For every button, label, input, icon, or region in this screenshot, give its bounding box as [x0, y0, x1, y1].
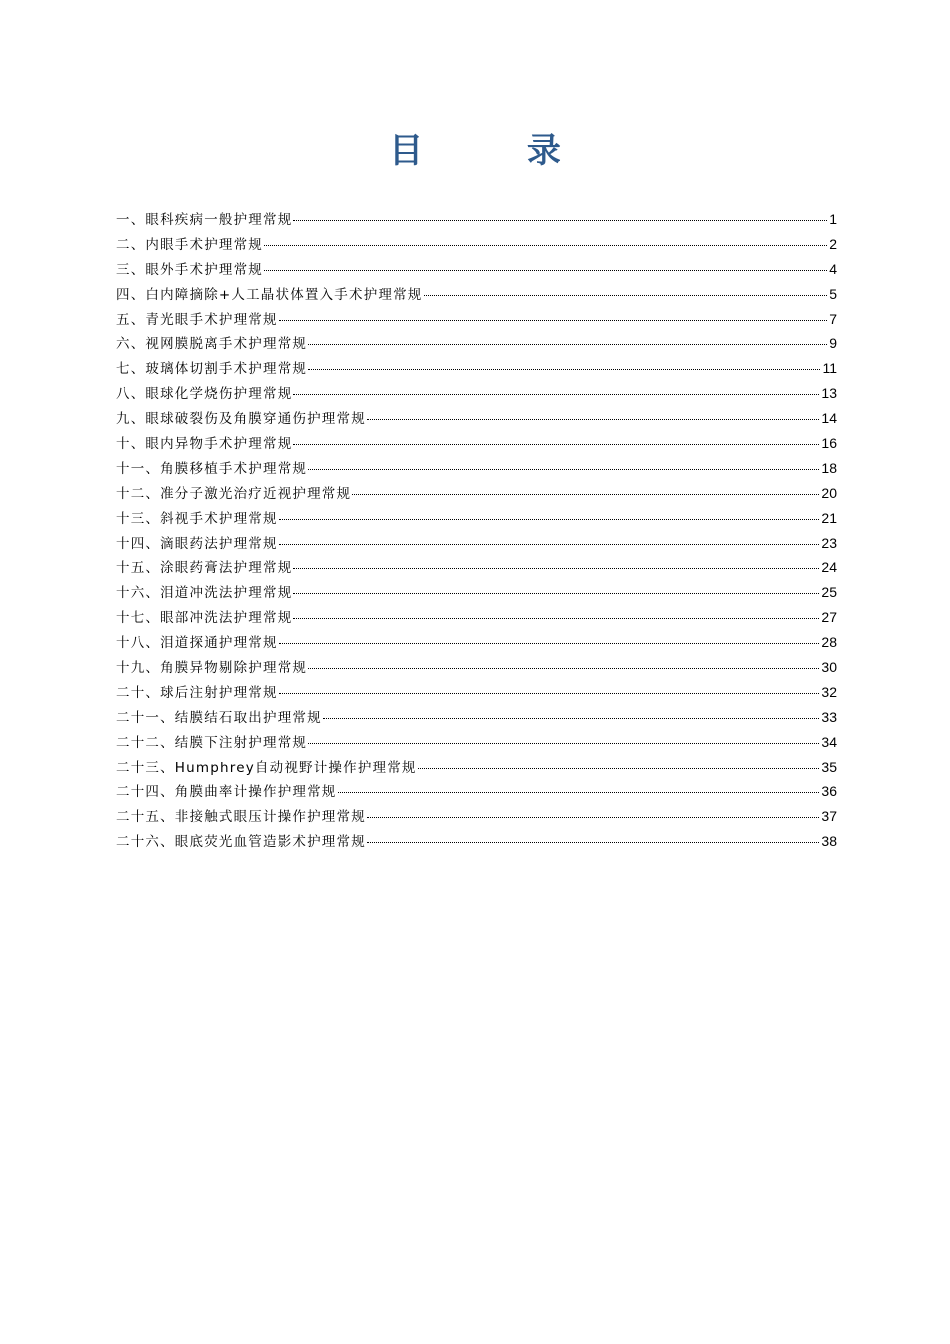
toc-entry[interactable]	[116, 580, 837, 605]
toc-dot-leader	[279, 693, 820, 694]
toc-entry-label: 八、眼球化学烧伤护理常规	[116, 386, 293, 403]
toc-entry[interactable]	[116, 232, 837, 257]
toc-dot-leader	[308, 743, 819, 744]
toc-entry-label: 二十三、Humphrey自动视野计操作护理常规	[116, 759, 417, 776]
toc-entry[interactable]	[116, 829, 837, 854]
toc-entry-label: 十九、角膜异物剔除护理常规	[116, 660, 308, 677]
toc-entry-page-number: 4	[829, 260, 837, 277]
toc-dot-leader	[279, 643, 820, 644]
toc-entry[interactable]	[116, 630, 837, 655]
toc-entry[interactable]	[116, 406, 837, 431]
toc-entry-label: 二十二、结膜下注射护理常规	[116, 734, 308, 751]
toc-entry-label: 十一、角膜移植手术护理常规	[116, 460, 308, 477]
toc-dot-leader	[424, 295, 828, 296]
toc-list	[116, 207, 837, 854]
toc-entry[interactable]	[116, 555, 837, 580]
toc-entry-page-number: 9	[829, 335, 837, 352]
toc-dot-leader	[293, 593, 819, 594]
toc-entry-page-number: 16	[821, 435, 837, 452]
toc-entry-page-number: 35	[821, 758, 837, 775]
toc-entry-page-number: 27	[821, 609, 837, 626]
toc-entry[interactable]	[116, 804, 837, 829]
toc-dot-leader	[293, 220, 827, 221]
toc-entry-label: 十五、涂眼药膏法护理常规	[116, 560, 293, 577]
toc-entry-page-number: 5	[829, 285, 837, 302]
toc-entry-label: 二十四、角膜曲率计操作护理常规	[116, 784, 337, 801]
toc-entry-label: 十七、眼部冲洗法护理常规	[116, 610, 293, 627]
toc-entry-label: 十、眼内异物手术护理常规	[116, 436, 293, 453]
toc-entry-label: 一、眼科疾病一般护理常规	[116, 212, 293, 228]
toc-entry-label: 二十一、结膜结石取出护理常规	[116, 709, 322, 726]
toc-entry[interactable]	[116, 481, 837, 506]
toc-dot-leader	[279, 320, 828, 321]
toc-entry[interactable]	[116, 307, 837, 332]
toc-entry-page-number: 21	[821, 509, 837, 526]
toc-dot-leader	[308, 369, 820, 370]
toc-entry-label: 二十五、非接触式眼压计操作护理常规	[116, 809, 366, 826]
toc-entry[interactable]	[116, 282, 837, 307]
toc-entry[interactable]	[116, 730, 837, 755]
toc-entry-label: 十三、斜视手术护理常规	[116, 510, 278, 527]
toc-dot-leader	[293, 394, 819, 395]
toc-entry-label: 三、眼外手术护理常规	[116, 261, 263, 278]
toc-entry-label: 十六、泪道冲洗法护理常规	[116, 585, 293, 602]
toc-entry-label: 二十六、眼底荧光血管造影术护理常规	[116, 834, 366, 851]
toc-dot-leader	[338, 792, 820, 793]
toc-entry[interactable]	[116, 356, 837, 381]
toc-dot-leader	[308, 469, 819, 470]
toc-dot-leader	[308, 668, 819, 669]
toc-dot-leader	[293, 444, 819, 445]
toc-entry-page-number: 30	[821, 659, 837, 676]
toc-entry-page-number: 1	[829, 211, 837, 227]
toc-entry-label: 七、玻璃体切割手术护理常规	[116, 361, 308, 378]
toc-entry[interactable]	[116, 506, 837, 531]
toc-entry[interactable]	[116, 755, 837, 780]
toc-entry-label: 六、视网膜脱离手术护理常规	[116, 336, 308, 353]
toc-dot-leader	[293, 568, 819, 569]
toc-entry-label: 十二、准分子激光治疗近视护理常规	[116, 485, 352, 502]
toc-entry-label: 二十、球后注射护理常规	[116, 684, 278, 701]
toc-dot-leader	[367, 817, 820, 818]
toc-entry[interactable]	[116, 331, 837, 356]
toc-dot-leader	[293, 618, 819, 619]
toc-entry-page-number: 18	[821, 459, 837, 476]
toc-entry[interactable]	[116, 705, 837, 730]
toc-entry-page-number: 23	[821, 534, 837, 551]
toc-entry-page-number: 36	[821, 783, 837, 800]
toc-entry[interactable]	[116, 431, 837, 456]
toc-dot-leader	[279, 519, 820, 520]
toc-entry[interactable]	[116, 655, 837, 680]
toc-entry-page-number: 38	[821, 833, 837, 850]
toc-entry-page-number: 11	[822, 360, 837, 377]
toc-title: 目 录	[389, 131, 607, 171]
toc-entry-page-number: 28	[821, 634, 837, 651]
toc-entry-page-number: 20	[821, 484, 837, 501]
toc-entry[interactable]	[116, 531, 837, 556]
toc-dot-leader	[308, 344, 827, 345]
toc-entry[interactable]	[116, 680, 837, 705]
toc-entry-label: 五、青光眼手术护理常规	[116, 311, 278, 328]
toc-entry-page-number: 25	[821, 584, 837, 601]
toc-entry-label: 九、眼球破裂伤及角膜穿通伤护理常规	[116, 411, 366, 428]
toc-dot-leader	[264, 270, 827, 271]
toc-entry-label: 十四、滴眼药法护理常规	[116, 535, 278, 552]
toc-entry-page-number: 34	[821, 733, 837, 750]
toc-entry-page-number: 2	[829, 235, 837, 252]
toc-dot-leader	[367, 419, 820, 420]
toc-entry[interactable]	[116, 257, 837, 282]
toc-entry[interactable]	[116, 779, 837, 804]
toc-entry-page-number: 33	[821, 708, 837, 725]
toc-dot-leader	[264, 245, 827, 246]
toc-entry-label: 四、白内障摘除+人工晶状体置入手术护理常规	[116, 286, 423, 303]
toc-entry-page-number: 24	[821, 559, 837, 576]
toc-entry[interactable]	[116, 381, 837, 406]
toc-dot-leader	[418, 768, 820, 769]
toc-entry-label: 二、内眼手术护理常规	[116, 236, 263, 253]
toc-dot-leader	[279, 544, 820, 545]
toc-entry-page-number: 32	[821, 683, 837, 700]
toc-entry[interactable]	[116, 207, 837, 232]
toc-entry-page-number: 7	[829, 310, 837, 327]
toc-entry[interactable]	[116, 456, 837, 481]
toc-entry-page-number: 14	[821, 410, 837, 427]
toc-dot-leader	[352, 494, 819, 495]
toc-entry-page-number: 13	[821, 385, 837, 402]
toc-dot-leader	[323, 718, 820, 719]
toc-entry[interactable]	[116, 605, 837, 630]
toc-entry-label: 十八、泪道探通护理常规	[116, 635, 278, 652]
toc-entry-page-number: 37	[821, 808, 837, 825]
toc-dot-leader	[367, 842, 820, 843]
